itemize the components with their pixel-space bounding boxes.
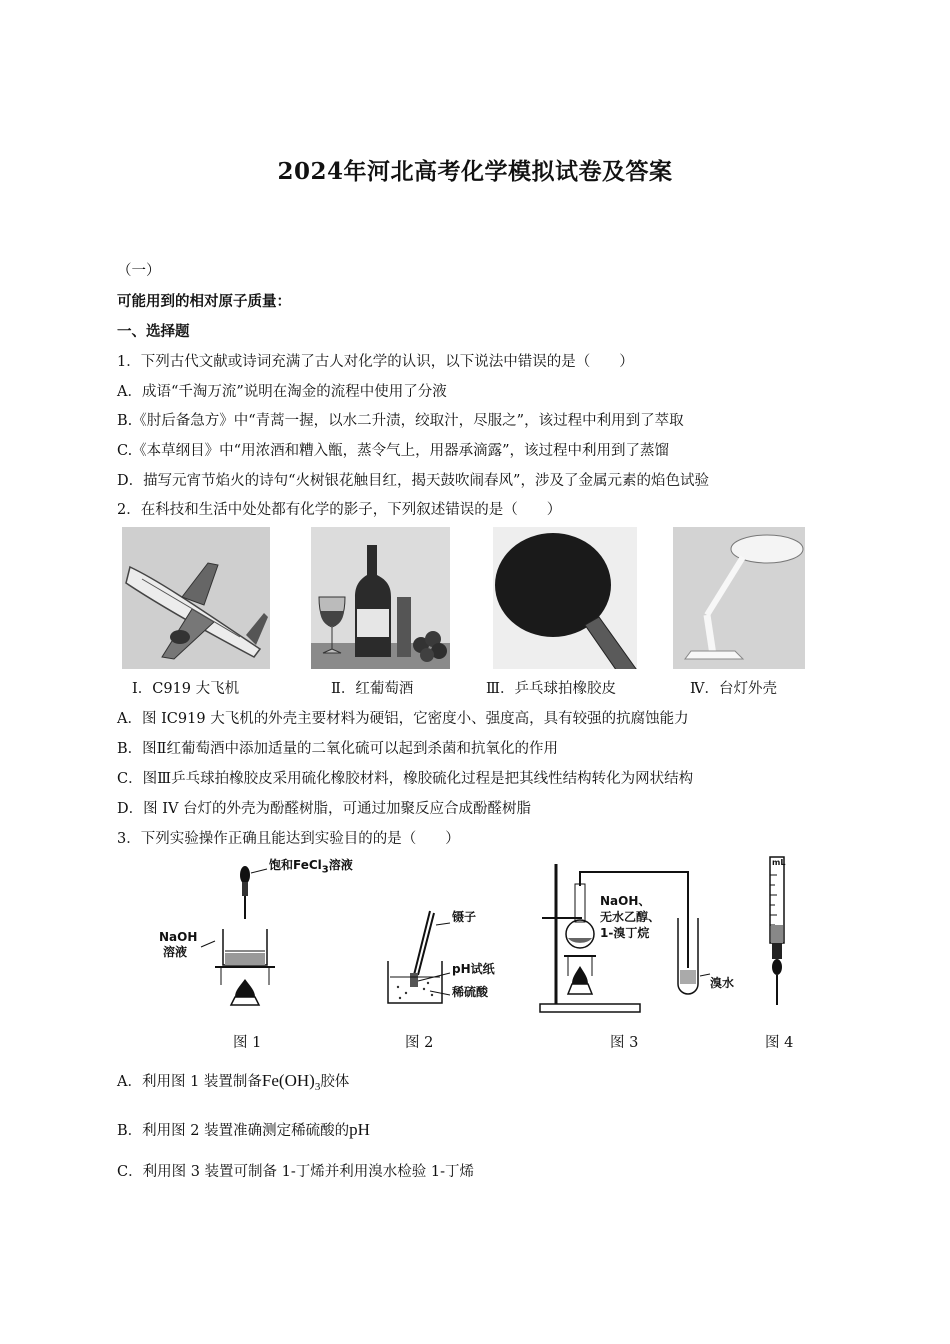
page-title: 2024年河北高考化学模拟试卷及答案 bbox=[277, 158, 673, 185]
q3-option-a bbox=[117, 1070, 349, 1093]
q3-option-b-text: B．利用图 2 装置准确测定稀硫酸的 bbox=[117, 1123, 350, 1139]
q1-option-a: A．成语“千淘万流”说明在淘金的流程中使用了分液 bbox=[117, 384, 447, 400]
fig2-label-acid: 稀硫酸 bbox=[452, 985, 489, 999]
fig1-label-top-end: 溶液 bbox=[328, 858, 353, 872]
q3-option-a-end: 胶体 bbox=[320, 1074, 350, 1090]
q2-stem: 2．在科技和生活中处处都有化学的影子，下列叙述错误的是（ ） bbox=[117, 502, 562, 518]
fig4-label-ml: mL bbox=[772, 858, 786, 867]
q2-option-b: B．图Ⅱ红葡萄酒中添加适量的二氧化硫可以起到杀菌和抗氧化的作用 bbox=[117, 741, 559, 757]
q3-option-b bbox=[117, 1119, 370, 1140]
lamp-photo bbox=[673, 527, 805, 669]
fig3-label-bromine-water: 溴水 bbox=[710, 976, 735, 990]
paddle-photo bbox=[493, 527, 637, 669]
fig-caption-4: 图 4 bbox=[765, 1035, 794, 1051]
q3-option-c: C．利用图 3 装置可制备 1-丁烯并利用溴水检验 1-丁烯 bbox=[117, 1164, 475, 1180]
fig1-label-top-sub: 3 bbox=[321, 864, 329, 876]
q3-option-a-text: A．利用图 1 装置制备 bbox=[117, 1074, 262, 1090]
figure-2-apparatus bbox=[380, 905, 520, 1020]
q1-option-d: D．描写元宵节焰火的诗句“火树银花触目红，揭天鼓吹闹春风”，涉及了金属元素的焰色试验 bbox=[117, 473, 709, 489]
fig3-label-bromobutane: 1-溴丁烷 bbox=[600, 926, 650, 940]
q2-caption-1: Ⅰ．C919 大飞机 bbox=[132, 681, 240, 697]
fig1-label-solution: 溶液 bbox=[163, 945, 188, 959]
part1-heading: 一、选择题 bbox=[117, 323, 190, 340]
q3-formula-sub: 3 bbox=[314, 1080, 321, 1093]
fig2-label-ph-paper: pH试纸 bbox=[452, 962, 495, 976]
q1-stem: 1．下列古代文献或诗词充满了古人对化学的认识，以下说法中错误的是（ ） bbox=[117, 354, 634, 370]
fig3-label-ethanol: 无水乙醇、 bbox=[600, 910, 661, 924]
fig-caption-1: 图 1 bbox=[233, 1035, 262, 1051]
q3-formula-feoh3: Fe(OH) bbox=[261, 1071, 315, 1090]
figure-4-burette bbox=[758, 855, 798, 1015]
q2-option-d: D．图 IV 台灯的外壳为酚醛树脂，可通过加聚反应合成酚醛树脂 bbox=[117, 801, 532, 817]
fig2-label-tweezers: 镊子 bbox=[452, 910, 477, 924]
fig-caption-2: 图 2 bbox=[405, 1035, 434, 1051]
q1-option-c: C.《本草纲目》中“用浓酒和糟入甑，蒸令气上，用器承滴露”，该过程中利用到了蒸馏 bbox=[117, 443, 670, 459]
q2-caption-4: Ⅳ．台灯外壳 bbox=[690, 681, 777, 697]
fig1-label-naoh: NaOH bbox=[159, 930, 198, 944]
fig3-label-naoh: NaOH、 bbox=[600, 894, 651, 908]
fig-caption-3: 图 3 bbox=[610, 1035, 639, 1051]
q2-caption-2: Ⅱ．红葡萄酒 bbox=[331, 681, 414, 697]
section-marker: （一） bbox=[117, 263, 161, 279]
q3-stem: 3．下列实验操作正确且能达到实验目的的是（ ） bbox=[117, 831, 460, 847]
atomic-mass-heading: 可能用到的相对原子质量： bbox=[117, 293, 291, 310]
q1-option-b: B.《肘后备急方》中“青蒿一握，以水二升渍，绞取汁，尽服之”，该过程中利用到了萃取 bbox=[117, 413, 684, 429]
q2-caption-3: Ⅲ．乒乓球拍橡胶皮 bbox=[486, 681, 616, 697]
wine-photo bbox=[311, 527, 450, 669]
q3-formula-ph: pH bbox=[349, 1120, 370, 1139]
q2-option-c: C．图Ⅲ乒乓球拍橡胶皮采用硫化橡胶材料，橡胶硫化过程是把其线性结构转化为网状结构 bbox=[117, 771, 694, 787]
q2-option-a: A．图 IC919 大飞机的外壳主要材料为硬铝，它密度小、强度高，具有较强的抗腐蚀能力 bbox=[117, 711, 689, 727]
airplane-photo bbox=[122, 527, 270, 669]
figure-1-apparatus bbox=[155, 855, 353, 1020]
fig1-label-top: 饱和FeCl bbox=[269, 858, 322, 872]
figure-3-apparatus bbox=[538, 858, 748, 1023]
